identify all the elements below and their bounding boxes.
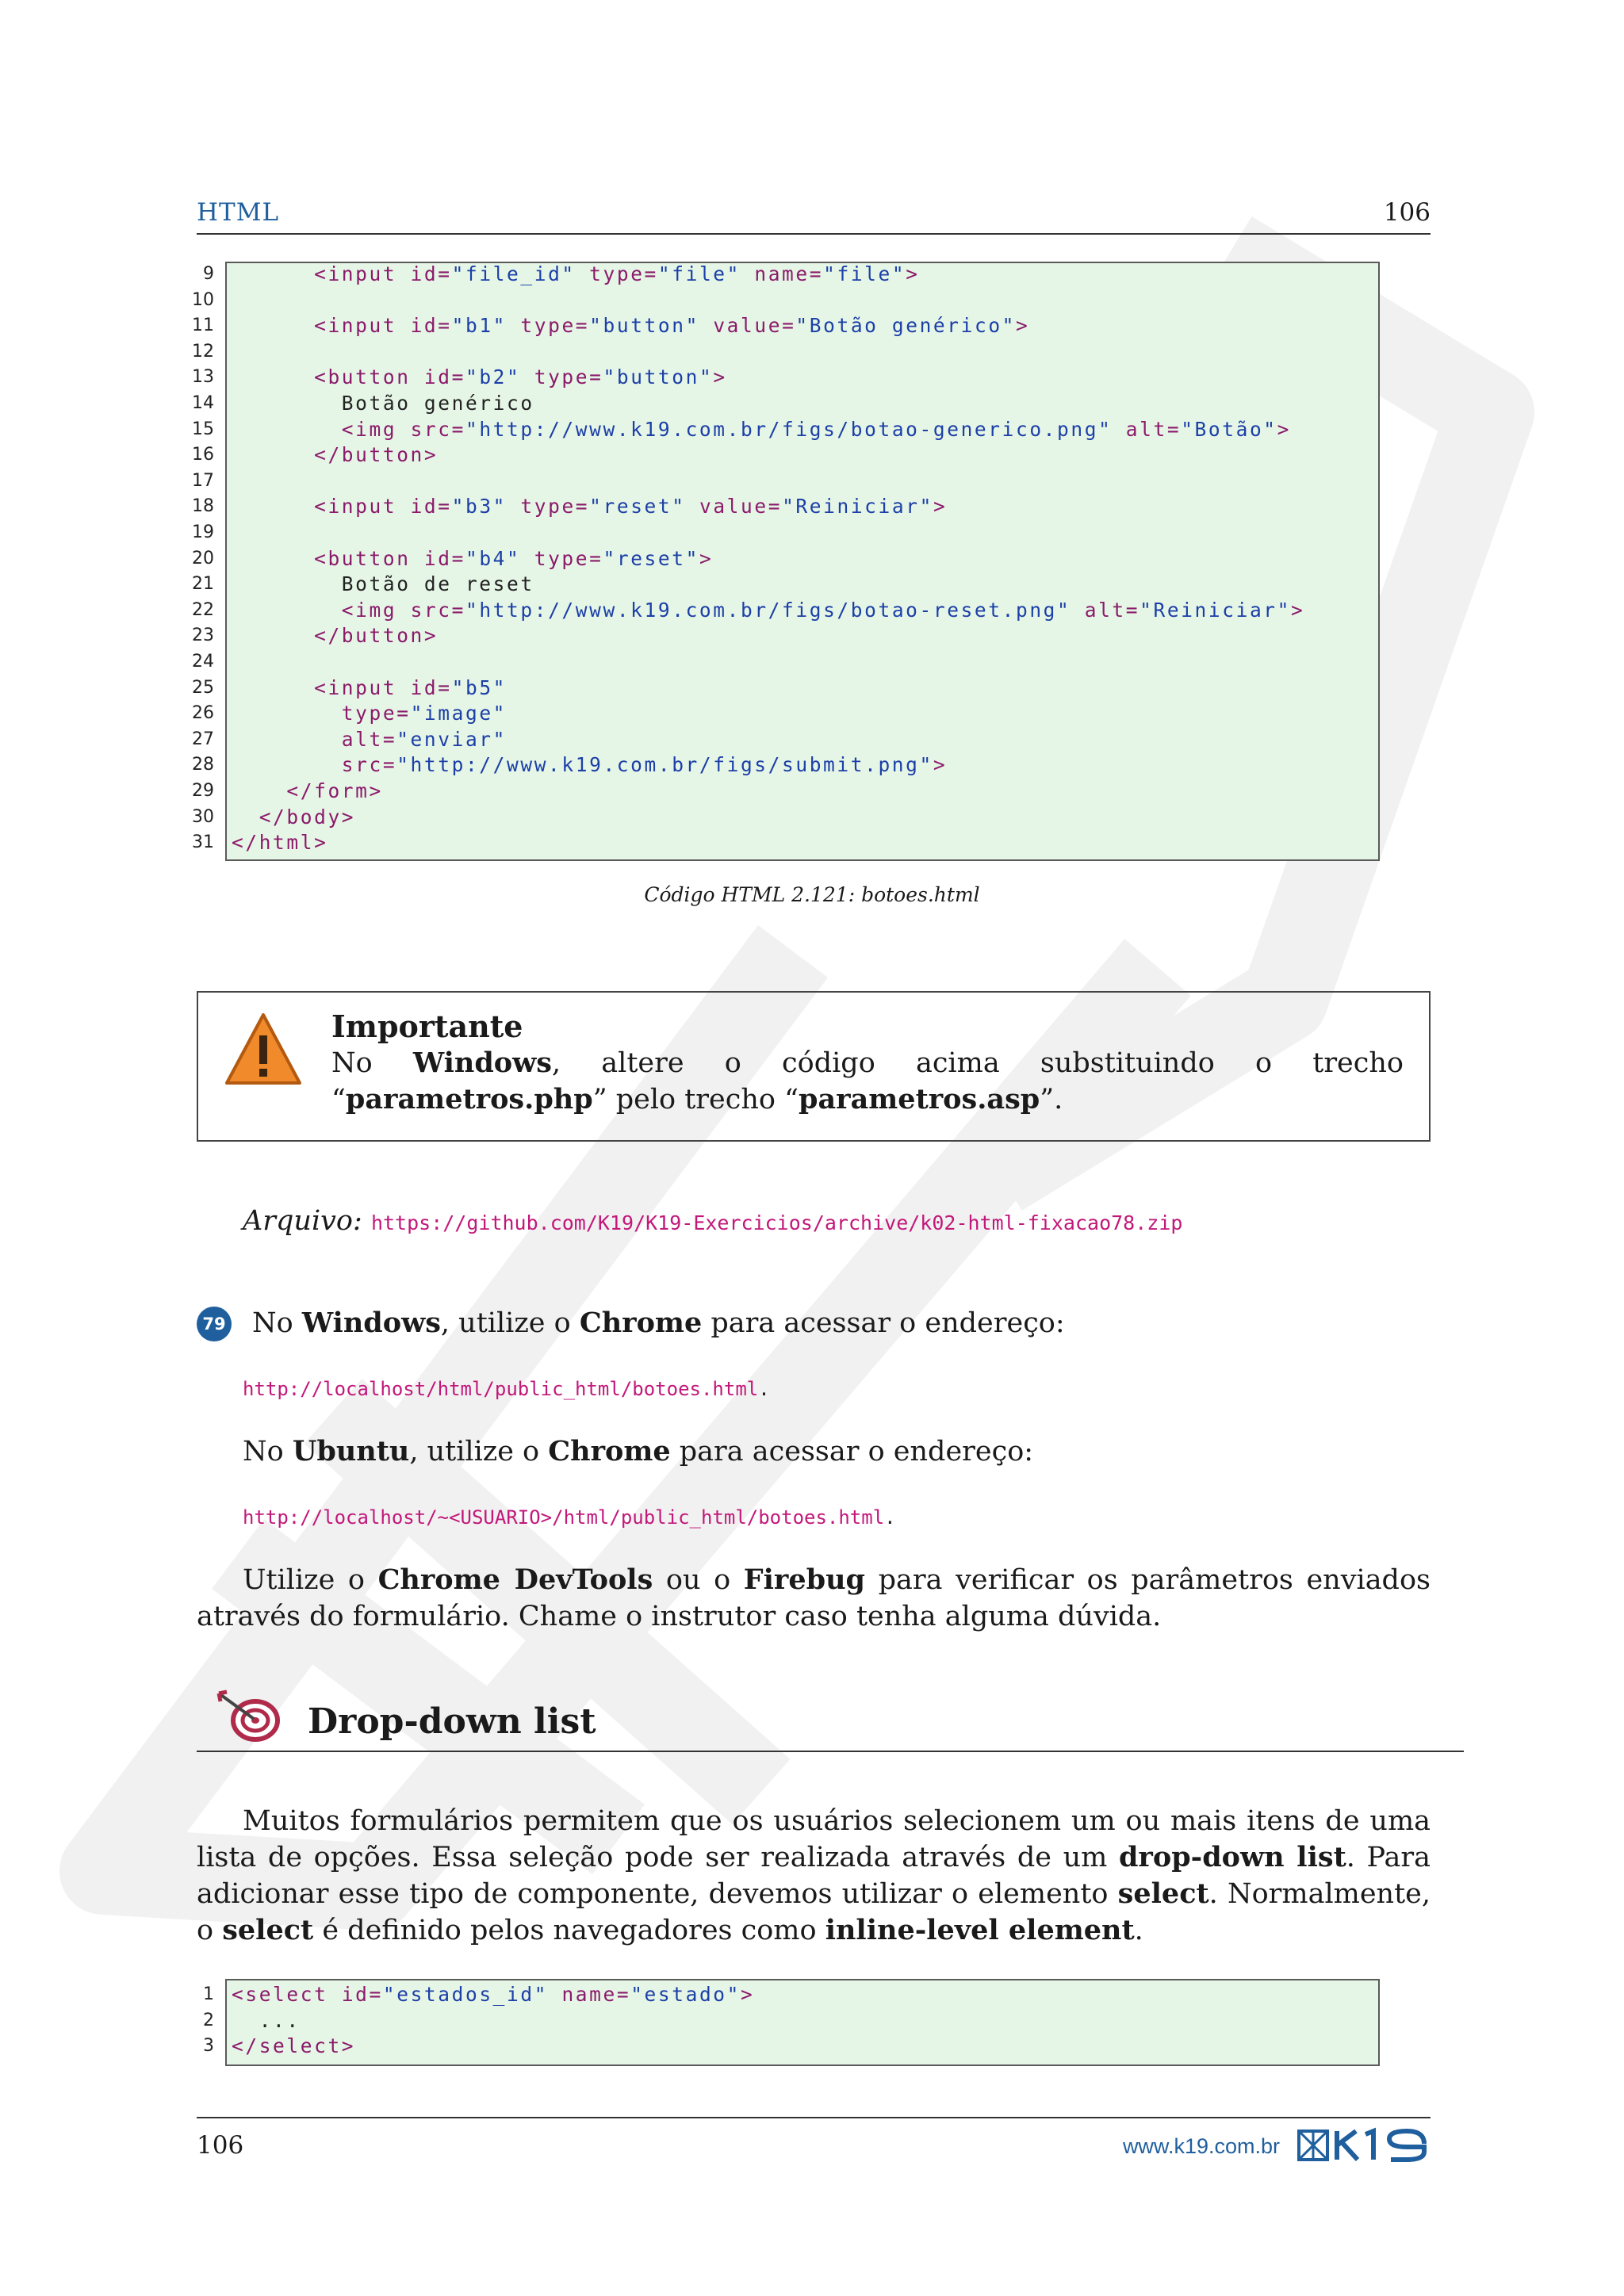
note-title: Importante (331, 1008, 523, 1044)
code-line-number: 21 (192, 574, 214, 595)
running-header (197, 198, 1431, 235)
code-line: src="http://www.k19.com.br/figs/submit.png"> (232, 753, 948, 777)
code-line: <select id="estados_id" name="estado"> (232, 1983, 755, 2006)
k19-logo (1297, 2126, 1431, 2164)
code-line: type="image" (232, 702, 508, 725)
code-line-number: 30 (192, 806, 214, 827)
code-line: Botão de reset (232, 572, 534, 596)
code-line: </form> (232, 779, 383, 802)
step-number-badge: 79 (197, 1307, 232, 1341)
code-line-number: 16 (192, 445, 214, 465)
code-line: </button> (232, 624, 439, 648)
code-line-number: 23 (192, 626, 214, 646)
code-line-number: 9 (203, 264, 214, 284)
code-line: <input id="b1" type="button" value="Botão genérico"> (232, 314, 1030, 338)
code-line-number: 14 (192, 393, 214, 413)
file-reference (243, 1205, 1182, 1237)
code-line: <input id="file_id" type="file" name="file"> (232, 262, 920, 285)
code-line: alt="enviar" (232, 727, 508, 751)
code-line: <img src="http://www.k19.com.br/figs/botao-generico.png" alt="Botão"> (232, 417, 1291, 441)
code-line-number: 28 (192, 755, 214, 775)
ubuntu-url[interactable]: http://localhost/~<USUARIO>/html/public_html/botoes.html. (243, 1506, 896, 1529)
code-line-number: 13 (192, 367, 214, 388)
code-line-number: 29 (192, 781, 214, 801)
code-line-number: 31 (192, 832, 214, 853)
code-line-number: 2 (203, 2010, 214, 2030)
code-line: </html> (232, 831, 328, 855)
code-line-number: 10 (192, 289, 214, 310)
file-label: Arquivo: (243, 1205, 362, 1237)
code-line-number: 26 (192, 703, 214, 724)
windows-url[interactable]: http://localhost/html/public_html/botoes.html. (243, 1378, 770, 1400)
code-line-number: 3 (203, 2036, 214, 2057)
section-heading (197, 1689, 1464, 1752)
code-line-number: 22 (192, 599, 214, 620)
code-line: </select> (232, 2034, 356, 2058)
code-line: </button> (232, 443, 439, 467)
code-line: <img src="http://www.k19.com.br/figs/botao-reset.png" alt="Reiniciar"> (232, 598, 1305, 622)
code-line-number: 20 (192, 548, 214, 568)
code-line: </body> (232, 805, 356, 828)
code-line: Botão genérico (232, 392, 534, 415)
target-icon (216, 1689, 282, 1744)
page-footer (197, 2117, 1431, 2174)
note-body: No Windows, altere o código acima substituindo o trecho “parametros.php” pelo trecho “parametros.asp”. (331, 1047, 1404, 1115)
code-line-number: 24 (192, 652, 214, 672)
code-line-number: 15 (192, 419, 214, 439)
file-link[interactable]: https://github.com/K19/K19-Exercicios/archive/k02-html-fixacao78.zip (370, 1211, 1183, 1234)
code-line-number: 18 (192, 496, 214, 517)
code-line-number: 17 (192, 470, 214, 491)
code-line: <button id="b4" type="reset"> (232, 546, 714, 570)
step-devtools-text: Utilize o Chrome DevTools ou o Firebug para verificar os parâmetros enviados através do formulário. Chame o instrutor caso tenha alguma dúvida. (197, 1563, 1431, 1632)
code-line-number: 27 (192, 729, 214, 749)
code-line-number: 11 (192, 316, 214, 336)
code-line-number: 25 (192, 677, 214, 698)
warning-icon (224, 1012, 303, 1088)
footer-page-number: 106 (197, 2131, 244, 2160)
code-line: <input id="b3" type="reset" value="Reiniciar"> (232, 495, 948, 519)
code-line: ... (232, 2008, 301, 2032)
code-line: <button id="b2" type="button"> (232, 365, 727, 389)
code-line-number: 1 (203, 1984, 214, 2004)
header-page-number: 106 (1383, 198, 1431, 227)
section-title: Drop-down list (308, 1701, 596, 1742)
code-line-number: 19 (192, 522, 214, 542)
header-section: HTML (197, 198, 280, 227)
code-line: <input id="b5" (232, 675, 508, 699)
step-windows-text: No Windows, utilize o Chrome para acessar o endereço: (252, 1307, 1065, 1339)
code-line-number: 12 (192, 341, 214, 362)
footer-site[interactable]: www.k19.com.br (1122, 2134, 1280, 2158)
step-ubuntu-text: No Ubuntu, utilize o Chrome para acessar o endereço: (243, 1435, 1034, 1468)
code-caption: Código HTML 2.121: botoes.html (644, 883, 980, 906)
important-note (197, 991, 1431, 1142)
section-paragraph: Muitos formulários permitem que os usuários selecionem um ou mais itens de uma lista de opções. Essa seleção pode ser realizada através de um drop-down list. Para adicionar esse tipo de componente, devemos utilizar o elemento select. Normalmente, o select é definido pelos navegadores como inline-level element. (197, 1805, 1431, 1946)
